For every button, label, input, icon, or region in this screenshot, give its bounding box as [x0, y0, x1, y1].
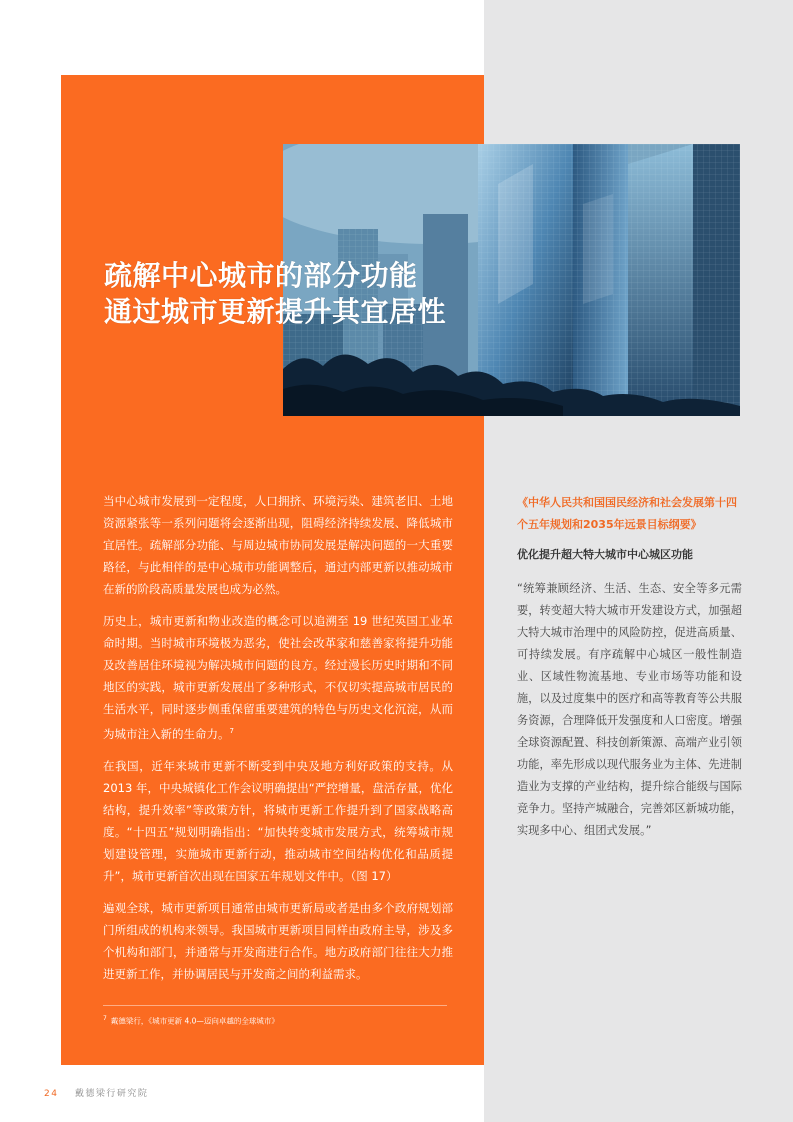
- paragraph-1: 当中心城市发展到一定程度，人口拥挤、环境污染、建筑老旧、土地资源紧张等一系列问题将会逐渐出现，阻碍经济持续发展、降低城市宜居性。疏解部分功能、与周边城市协同发展是解决问题的一大重要路径，与此相伴的是中心城市功能调整后，通过内部更新以推动城市在新的阶段高质量发展也成为必然。: [103, 494, 453, 596]
- footnote-number: 7: [103, 1015, 107, 1022]
- paragraph-3: 在我国，近年来城市更新不断受到中央及地方利好政策的支持。从 2013 年，中央城镇化工作会议明确提出“严控增量，盘活存量，优化结构，提升效率”等政策方针，将城市更新工作提升到了国家战略高度。“十四五”规划明确指出：“加快转变城市发展方式，统筹城市规划建设管理，实施城市更新行动，推动城市空间结构优化和品质提升”，城市更新首次出现在国家五年规划文件中。（图 17）: [103, 758, 453, 883]
- footnote-text: 戴德梁行，《城市更新 4.0—迈向卓越的全球城市》: [110, 1016, 279, 1026]
- paragraph-4: 遍观全球，城市更新项目通常由城市更新局或者是由多个政府规划部门所组成的机构来领导。我国城市更新项目同样由政府主导，涉及多个机构和部门，并通常与开发商进行合作。地方政府部门往往大力推进更新工作，并协调居民与开发商之间的利益需求。: [103, 900, 453, 981]
- body-text: [103, 490, 453, 995]
- footnote-divider: [103, 1005, 447, 1006]
- footnote: [103, 1013, 447, 1028]
- page-footer: [44, 1086, 148, 1099]
- footnote-ref: 7: [229, 727, 234, 735]
- sidebar-title: 《中华人民共和国国民经济和社会发展第十四个五年规划和2035年远景目标纲要》: [517, 496, 737, 531]
- title-line-1: 疏解中心城市的部分功能: [104, 259, 418, 292]
- paragraph-2-text: 历史上，城市更新和物业改造的概念可以追溯至 19 世纪英国工业革命时期。当时城市环境极为恶劣，使社会改革家和慈善家将提升功能及改善居住环境视为解决城市问题的良方。经过漫长历史时期和不同地区的实践，城市更新发展出了多种形式，不仅切实提高城市居民的生活水平，同时逐步侧重保留重要建筑的特色与历史文化沉淀，从而为城市注入新的生命力。: [103, 614, 453, 741]
- page-title: [104, 258, 504, 330]
- page-number: 24: [44, 1089, 59, 1099]
- institute-name: 戴德梁行研究院: [74, 1089, 149, 1099]
- paragraph-2: [103, 610, 453, 745]
- sidebar-subtitle: 优化提升超大特大城市中心城区功能: [517, 548, 693, 561]
- title-line-2: 通过城市更新提升其宜居性: [104, 295, 447, 328]
- sidebar-quote: “统筹兼顾经济、生活、生态、安全等多元需要，转变超大特大城市开发建设方式，加强超大特大城市治理中的风险防控，促进高质量、可持续发展。有序疏解中心城区一般性制造业、区域性物流基地、专业市场等功能和设施，以及过度集中的医疗和高等教育等公共服务资源，合理降低开发强度和人口密度。增强全球资源配置、科技创新策源、高端产业引领功能，率先形成以现代服务业为主体、先进制造业为支撑的产业结构，提升综合能级与国际竞争力。坚持产城融合，完善郊区新城功能，实现多中心、组团式发展。”: [517, 582, 742, 837]
